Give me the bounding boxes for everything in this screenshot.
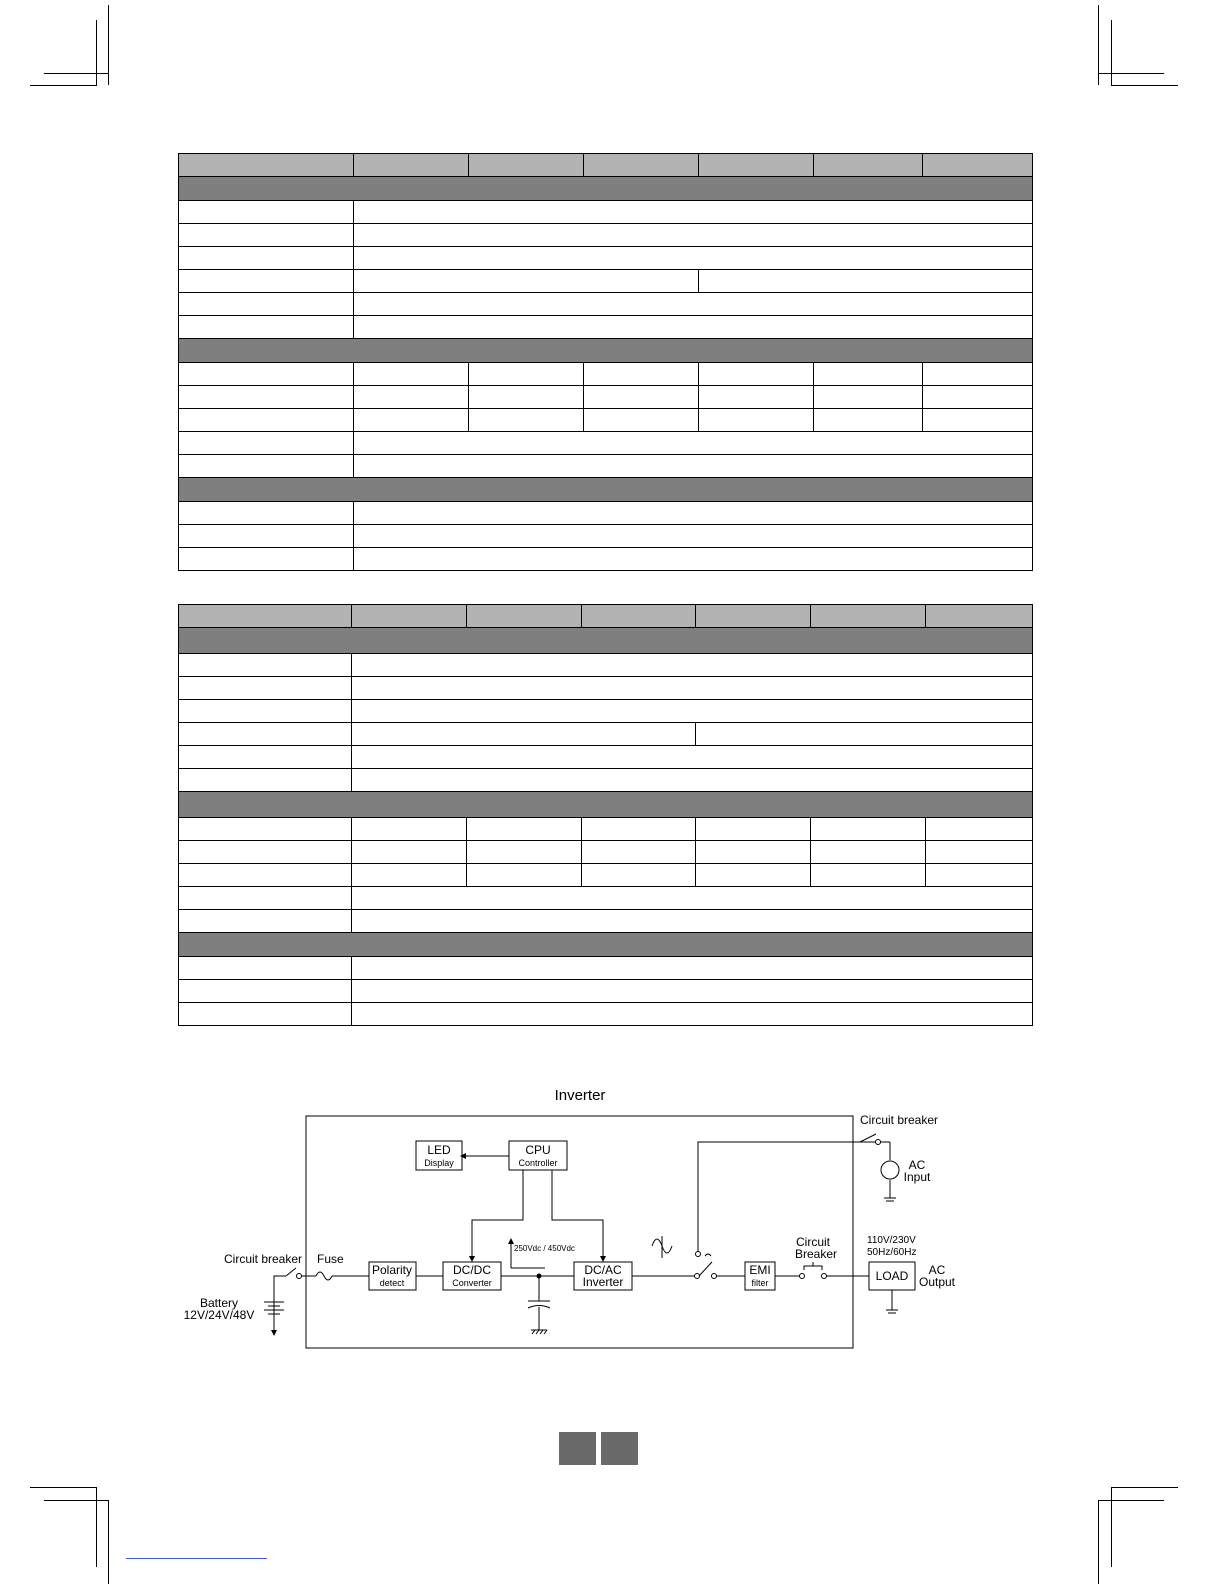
table-row bbox=[179, 654, 1033, 677]
crop-mark-top-right bbox=[1111, 85, 1178, 86]
crop-mark-bottom-right bbox=[1111, 1487, 1112, 1567]
crop-mark-top-left bbox=[44, 73, 108, 74]
polarity-detect-label: detect bbox=[379, 1278, 405, 1288]
dcdc-converter-label: Converter bbox=[452, 1278, 492, 1288]
ac-input-label: Input bbox=[903, 1170, 931, 1184]
input-breaker-label: Circuit breaker bbox=[860, 1113, 939, 1127]
table-row bbox=[179, 864, 1033, 887]
crop-mark-bottom-left bbox=[30, 1487, 97, 1488]
crop-mark-bottom-right bbox=[1111, 1487, 1178, 1488]
table-row bbox=[179, 363, 1033, 386]
crop-mark-top-left bbox=[96, 20, 97, 86]
table-row bbox=[179, 1003, 1033, 1026]
table-row bbox=[179, 548, 1033, 571]
table-row bbox=[179, 746, 1033, 769]
inverter-enclosure bbox=[306, 1116, 853, 1348]
diagram-title: Inverter bbox=[554, 1087, 606, 1104]
table-row bbox=[179, 409, 1033, 432]
table-row bbox=[179, 455, 1033, 478]
table-row bbox=[179, 723, 1033, 746]
crop-mark-bottom-left bbox=[44, 1500, 108, 1501]
crop-mark-top-left bbox=[108, 5, 109, 85]
inverter-block-diagram bbox=[0, 1080, 1224, 1370]
table-row bbox=[179, 224, 1033, 247]
emi-filter-label: EMI bbox=[749, 1263, 771, 1277]
table-section-row bbox=[179, 177, 1033, 201]
table-row bbox=[179, 957, 1033, 980]
table-section-row bbox=[179, 628, 1033, 654]
page-number-box-right bbox=[601, 1432, 638, 1465]
output-breaker-symbol bbox=[804, 1266, 822, 1270]
table-row bbox=[179, 887, 1033, 910]
table-row bbox=[179, 841, 1033, 864]
fuse-label: Fuse bbox=[317, 1252, 344, 1266]
ac-output-label: Output bbox=[918, 1275, 956, 1289]
crop-mark-top-right bbox=[1111, 20, 1112, 86]
table-row bbox=[179, 980, 1033, 1003]
output-rating-label: 110V/230V bbox=[867, 1235, 916, 1246]
ac-input-label: AC bbox=[908, 1158, 926, 1172]
footer-link-underline bbox=[126, 1558, 267, 1559]
input-breaker-switch bbox=[860, 1134, 876, 1142]
crop-mark-top-left bbox=[30, 85, 97, 86]
table-header-row bbox=[179, 154, 1033, 177]
transfer-switch bbox=[699, 1262, 712, 1276]
table-header-row bbox=[179, 605, 1033, 628]
table-section-row bbox=[179, 792, 1033, 818]
ac-source-symbol bbox=[881, 1161, 899, 1179]
table-row bbox=[179, 386, 1033, 409]
dc-voltage-label: 250Vdc / 450Vdc bbox=[514, 1244, 575, 1253]
battery-label: 12V/24V/48V bbox=[183, 1308, 255, 1322]
table-section-row bbox=[179, 933, 1033, 957]
battery-breaker-switch bbox=[286, 1268, 296, 1276]
dcdc-converter-label: DC/DC bbox=[453, 1263, 491, 1277]
table-row bbox=[179, 270, 1033, 293]
crop-mark-top-right bbox=[1098, 73, 1164, 74]
battery-label: Battery bbox=[199, 1296, 239, 1310]
load-label: LOAD bbox=[875, 1269, 909, 1283]
dcac-inverter-label: Inverter bbox=[582, 1275, 624, 1289]
table-row bbox=[179, 316, 1033, 339]
table-row bbox=[179, 502, 1033, 525]
spec-table-2 bbox=[178, 604, 1033, 1026]
fuse-symbol bbox=[316, 1272, 332, 1280]
table-row bbox=[179, 769, 1033, 792]
led-display-label: Display bbox=[424, 1158, 454, 1168]
battery-breaker-label: Circuit breaker bbox=[224, 1252, 303, 1266]
output-breaker-label: Circuit bbox=[795, 1235, 831, 1249]
table-row bbox=[179, 293, 1033, 316]
output-rating-label: 50Hz/60Hz bbox=[867, 1247, 917, 1258]
table-row bbox=[179, 432, 1033, 455]
cpu-controller-label: CPU bbox=[525, 1143, 551, 1157]
spec-table-1 bbox=[178, 153, 1033, 571]
dcac-inverter-label: DC/AC bbox=[584, 1263, 622, 1277]
table-row bbox=[179, 818, 1033, 841]
page-number-box-left bbox=[559, 1432, 596, 1465]
table-row bbox=[179, 247, 1033, 270]
table-row bbox=[179, 677, 1033, 700]
table-section-row bbox=[179, 478, 1033, 502]
led-display-label: LED bbox=[427, 1143, 451, 1157]
ac-output-label: AC bbox=[928, 1263, 946, 1277]
table-row bbox=[179, 700, 1033, 723]
table-row bbox=[179, 201, 1033, 224]
crop-mark-bottom-right bbox=[1098, 1500, 1164, 1501]
polarity-detect-label: Polarity bbox=[371, 1263, 413, 1277]
crop-mark-bottom-left bbox=[96, 1487, 97, 1567]
emi-filter-label: filter bbox=[751, 1278, 769, 1288]
output-breaker-label: Breaker bbox=[794, 1247, 838, 1261]
table-row bbox=[179, 525, 1033, 548]
table-section-row bbox=[179, 339, 1033, 363]
crop-mark-bottom-right bbox=[1098, 1500, 1099, 1584]
crop-mark-bottom-left bbox=[108, 1500, 109, 1584]
table-row bbox=[179, 910, 1033, 933]
cpu-controller-label: Controller bbox=[518, 1158, 558, 1168]
